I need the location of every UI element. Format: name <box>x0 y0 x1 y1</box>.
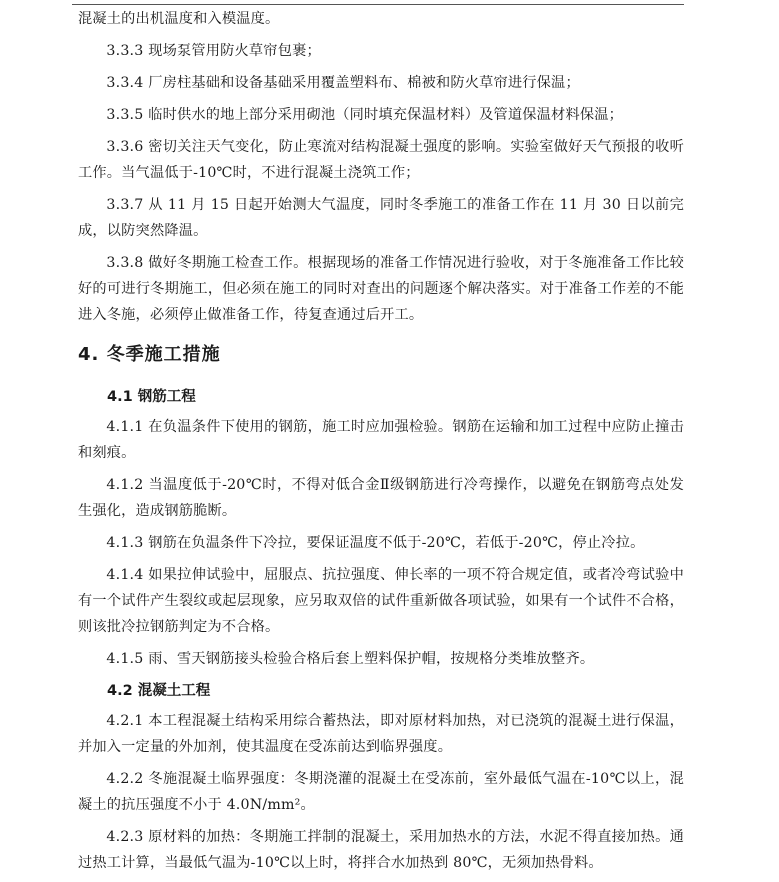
item-4-2-3: 4.2.3 原材料的加热：冬期施工拌制的混凝土，采用加热水的方法，水泥不得直接加热。通过热工计算，当最低气温为-10℃以上时，将拌合水加热到 80℃，无须加热骨料。 <box>78 829 684 871</box>
item-4-1-5: 4.1.5 雨、雪天钢筋接头检验合格后套上塑料保护帽，按规格分类堆放整齐。 <box>106 651 595 667</box>
document-page <box>78 6 684 882</box>
item-3-3-6: 3.3.6 密切关注天气变化，防止寒流对结构混凝土强度的影响。实验室做好天气预报的收听工作。当气温低于-10℃时，不进行混凝土浇筑工作； <box>78 139 684 181</box>
item-4-1-1: 4.1.1 在负温条件下使用的钢筋，施工时应加强检验。钢筋在运输和加工过程中应防止撞击和刻痕。 <box>78 419 684 461</box>
item-4-1-4: 4.1.4 如果拉伸试验中，屈服点、抗拉强度、伸长率的一项不符合规定值，或者冷弯试验中有一个试件产生裂纹或起层现象，应另取双倍的试件重新做各项试验，如果有一个试件不合格，则该批冷拉钢筋判定为不合格。 <box>78 567 684 635</box>
item-3-3-4: 3.3.4 厂房柱基础和设备基础采用覆盖塑料布、棉被和防火草帘进行保温； <box>106 75 580 91</box>
item-4-1-2: 4.1.2 当温度低于-20℃时，不得对低合金Ⅱ级钢筋进行冷弯操作，以避免在钢筋弯点处发生强化，造成钢筋脆断。 <box>78 477 684 519</box>
item-4-2-2: 4.2.2 冬施混凝土临界强度：冬期浇灌的混凝土在受冻前，室外最低气温在-10℃以上，混凝土的抗压强度不小于 4.0N/mm²。 <box>78 771 684 813</box>
item-3-3-5: 3.3.5 临时供水的地上部分采用砌池（同时填充保温材料）及管道保温材料保温； <box>106 107 623 123</box>
item-3-3-8: 3.3.8 做好冬期施工检查工作。根据现场的准备工作情况进行验收，对于冬施准备工作比较好的可进行冬期施工，但必须在施工的同时对查出的问题逐个解决落实。对于准备工作差的不能进入冬施，必须停止做准备工作，待复查通过后开工。 <box>78 255 684 323</box>
section-4-1-heading: 4.1 钢筋工程 <box>107 389 196 405</box>
section-4-heading: 4. 冬季施工措施 <box>78 344 221 365</box>
item-4-1-3: 4.1.3 钢筋在负温条件下冷拉，要保证温度不低于-20℃，若低于-20℃，停止冷拉。 <box>106 535 645 551</box>
item-3-3-3: 3.3.3 现场泵管用防火草帘包裹； <box>106 43 321 59</box>
item-4-2-1: 4.2.1 本工程混凝土结构采用综合蓄热法，即对原材料加热，对已浇筑的混凝土进行保温，并加入一定量的外加剂，使其温度在受冻前达到临界强度。 <box>78 713 684 755</box>
section-4-2-heading: 4.2 混凝土工程 <box>107 683 211 699</box>
header-rule <box>72 4 684 5</box>
item-3-3-7: 3.3.7 从 11 月 15 日起开始测大气温度，同时冬季施工的准备工作在 11 月 30 日以前完成，以防突然降温。 <box>78 197 684 239</box>
intro-tail-paragraph: 混凝土的出机温度和入模温度。 <box>78 11 280 27</box>
